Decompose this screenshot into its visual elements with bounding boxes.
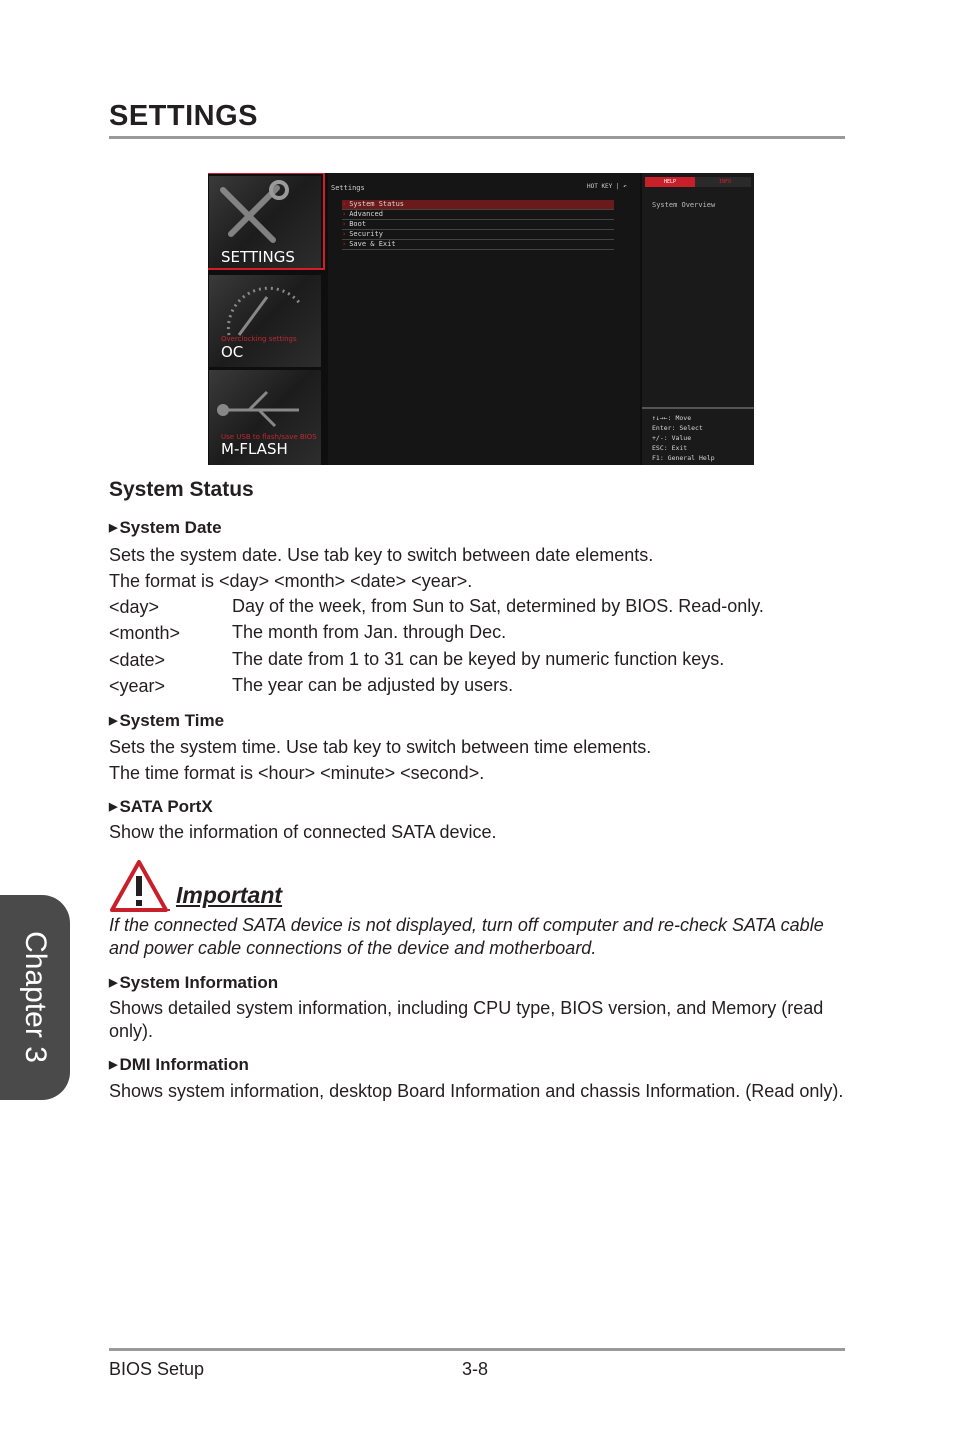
paragraph: The format is <day> <month> <date> <year>. [109,571,473,591]
important-label: Important [176,882,283,908]
bios-menu-item: › Advanced [342,210,614,220]
paragraph: Shows detailed system information, including CPU type, BIOS version, and Memory (read only). [109,998,824,1041]
paragraph: Sets the system time. Use tab key to switch between time elements. [109,737,652,757]
bios-help-panel [642,173,754,465]
bios-menu-item: › System Status [342,200,614,210]
tab-info: INFO [718,179,732,185]
warning-icon [108,858,170,914]
subheading-system-date: ▶ System Date [109,518,222,537]
title-divider [109,136,845,139]
def-term: <day> [109,597,160,617]
bios-tile-sub: Use USB to flash/save BIOS [221,433,317,441]
system-overview-label: System Overview [652,201,716,209]
paragraph: Show the information of connected SATA device. [109,822,497,842]
hotkey-label: HOT KEY | ↶ [587,183,627,190]
section-heading: System Status [109,478,254,501]
bios-center-panel [328,173,640,465]
bios-tile-label: M-FLASH [221,440,288,458]
def-term: <year> [109,676,166,696]
help-tabs [645,177,751,187]
paragraph: Sets the system date. Use tab key to switch between date elements. [109,545,654,565]
subheading-sata-portx: ▶ SATA PortX [109,797,213,816]
def-desc: Day of the week, from Sun to Sat, determined by BIOS. Read-only. [232,596,764,616]
def-desc: The date from 1 to 31 can be keyed by numeric function keys. [232,649,725,669]
bios-menu-item: › Boot [342,220,614,230]
subheading-dmi-information: ▶ DMI Information [109,1055,249,1074]
bios-panel-title: Settings [331,184,365,192]
chapter-tab-label: Chapter 3 [19,931,52,1063]
tab-help: HELP [645,177,695,187]
footer-divider [109,1348,845,1351]
subheading-system-time: ▶ System Time [109,711,225,730]
selected-tile-frame [208,173,325,270]
key-help: ↑↓→←: Move Enter: Select +/-: Value ESC: Exit F1: General Help [652,414,715,462]
footer-left: BIOS Setup [109,1359,205,1379]
bios-tile-label: OC [221,343,244,361]
paragraph: Shows system information, desktop Board Information and chassis Information. (Read only). [109,1081,844,1101]
bios-tile-mflash [209,370,321,465]
def-desc: The month from Jan. through Dec. [232,622,507,642]
page-title: SETTINGS [109,100,259,132]
bios-screenshot [208,173,754,465]
bios-tile-sub: Overclocking settings [221,335,297,343]
page-number: 3-8 [462,1359,489,1379]
bios-menu-item: › Security [342,230,614,240]
def-desc: The year can be adjusted by users. [232,675,514,695]
subheading-system-information: ▶ System Information [109,973,279,992]
help-divider [642,407,754,409]
paragraph: The time format is <hour> <minute> <second>. [109,763,485,783]
important-note: If the connected SATA device is not displayed, turn off computer and re-check SATA cable and power cable connections of the device and motherboard. [109,915,824,958]
bios-tile-label: SETTINGS [221,248,295,266]
def-term: <month> [109,623,181,643]
def-term: <date> [109,650,166,670]
bios-menu-item: › Save & Exit [342,240,614,250]
bios-tile-oc [209,275,321,367]
